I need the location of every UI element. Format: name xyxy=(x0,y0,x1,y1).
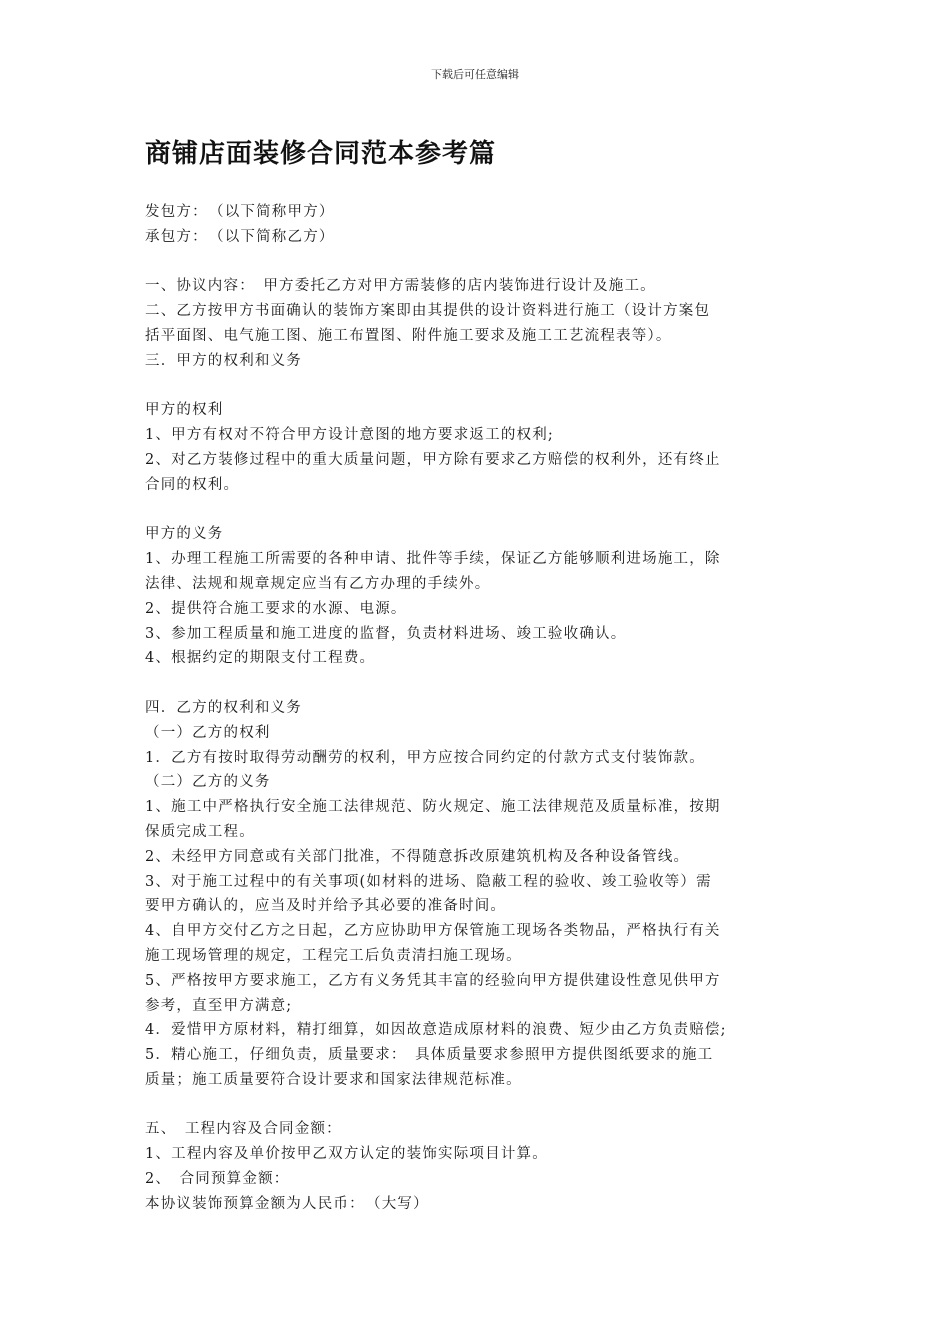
text-line: 承包方： （以下简称乙方） xyxy=(145,228,335,245)
text-line: 保质完成工程。 xyxy=(145,823,255,840)
text-line: 4、自甲方交付乙方之日起，乙方应协助甲方保管施工现场各类物品，严格执行有关 xyxy=(145,923,721,940)
text-line: 1、施工中严格执行安全施工法律规范、防火规定、施工法律规范及质量标准，按期 xyxy=(145,799,721,816)
text-line: 发包方： （以下简称甲方） xyxy=(145,204,335,220)
blank-line xyxy=(145,498,815,523)
section-heading: 三．甲方的权利和义务 xyxy=(145,352,302,369)
text-line: 2、对乙方装修过程中的重大质量问题，甲方除有要求乙方赔偿的权利外，还有终止 xyxy=(145,451,721,468)
text-line: 参考，直至甲方满意; xyxy=(145,997,293,1014)
text-line: 1．乙方有按时取得劳动酬劳的权利，甲方应按合同约定的付款方式支付装饰款。 xyxy=(145,749,705,766)
subsection-heading: （一）乙方的权利 xyxy=(145,724,271,741)
text-line: 1、工程内容及单价按甲乙双方认定的装饰实际项目计算。 xyxy=(145,1146,548,1163)
document-body xyxy=(145,200,815,1217)
text-line: 施工现场管理的规定，工程完工后负责清扫施工现场。 xyxy=(145,947,522,964)
text-line: 1、办理工程施工所需要的各种申请、批件等手续，保证乙方能够顺利进场施工，除 xyxy=(145,551,721,568)
text-line: 二、乙方按甲方书面确认的装饰方案即由其提供的设计资料进行施工（设计方案包 xyxy=(145,303,711,320)
subsection-heading: （二）乙方的义务 xyxy=(145,774,271,791)
text-line: 一、协议内容： 甲方委托乙方对甲方需装修的店内装饰进行设计及施工。 xyxy=(145,278,656,295)
text-line: 1、甲方有权对不符合甲方设计意图的地方要求返工的权利; xyxy=(145,427,555,444)
text-line: 本协议装饰预算金额为人民币： （大写） xyxy=(145,1195,429,1212)
section-heading: 四．乙方的权利和义务 xyxy=(145,699,302,716)
blank-line xyxy=(145,250,815,275)
text-line: 2、 合同预算金额： xyxy=(145,1171,290,1188)
text-line: 2、提供符合施工要求的水源、电源。 xyxy=(145,600,407,617)
text-line: 4．爱惜甲方原材料，精打细算，如因故意造成原材料的浪费、短少由乙方负责赔偿; xyxy=(145,1022,727,1039)
text-line: 5．精心施工，仔细负责，质量要求： 具体质量要求参照甲方提供图纸要求的施工 xyxy=(145,1047,714,1064)
text-line: 5、严格按甲方要求施工，乙方有义务凭其丰富的经验向甲方提供建设性意见供甲方 xyxy=(145,972,721,989)
text-line: 3、参加工程质量和施工进度的监督，负责材料进场、竣工验收确认。 xyxy=(145,625,627,642)
section-heading: 五、 工程内容及合同金额： xyxy=(145,1121,342,1138)
text-line: 合同的权利。 xyxy=(145,476,240,493)
blank-line xyxy=(145,671,815,696)
blank-line xyxy=(145,374,815,399)
text-line: 括平面图、电气施工图、施工布置图、附件施工要求及施工工艺流程表等）。 xyxy=(145,327,672,344)
text-line: 要甲方确认的，应当及时并给予其必要的准备时间。 xyxy=(145,898,507,915)
document-title: 商铺店面装修合同范本参考篇 xyxy=(145,139,497,169)
blank-line xyxy=(145,1093,815,1118)
subsection-heading: 甲方的义务 xyxy=(145,526,224,543)
text-line: 3、对于施工过程中的有关事项(如材料的进场、隐蔽工程的验收、竣工验收等）需 xyxy=(145,873,712,890)
text-line: 法律、法规和规章规定应当有乙方办理的手续外。 xyxy=(145,575,491,592)
text-line: 2、未经甲方同意或有关部门批准，不得随意拆改原建筑机构及各种设备管线。 xyxy=(145,848,690,865)
text-line: 质量；施工质量要符合设计要求和国家法律规范标准。 xyxy=(145,1071,522,1088)
text-line: 4、根据约定的期限支付工程费。 xyxy=(145,650,376,667)
subsection-heading: 甲方的权利 xyxy=(145,402,224,419)
header-note: 下载后可任意编辑 xyxy=(431,68,519,81)
